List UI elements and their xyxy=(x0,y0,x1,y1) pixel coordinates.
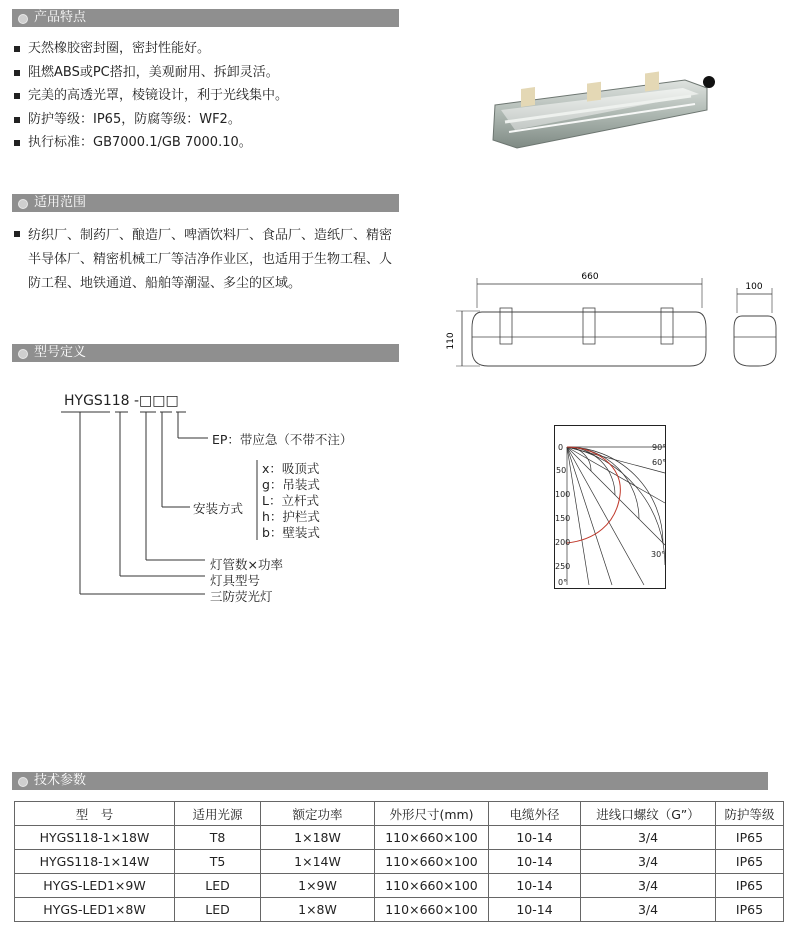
model-code: HYGS118 -□□□ xyxy=(64,393,179,409)
install-option: h：护栏式 xyxy=(262,509,320,524)
scope-paragraph xyxy=(14,224,404,296)
bullet-circle-icon xyxy=(18,14,28,24)
section-title: 技术参数 xyxy=(34,773,87,788)
type-label: 灯具型号 xyxy=(210,573,261,588)
polar-distribution-chart xyxy=(554,425,668,590)
table-cell: 10-14 xyxy=(489,874,581,898)
list-item: 防护等级：IP65，防腐等级：WF2。 xyxy=(14,108,288,132)
table-cell: 110×660×100 xyxy=(375,874,489,898)
list-item: 阻燃ABS或PC搭扣，美观耐用、拆卸灵活。 xyxy=(14,61,288,85)
name-label: 三防荧光灯 xyxy=(210,589,273,604)
table-cell: HYGS118-1×14W xyxy=(15,850,175,874)
table-cell: HYGS-LED1×8W xyxy=(15,898,175,922)
table-cell: 3/4 xyxy=(581,898,716,922)
section-header-tech xyxy=(12,772,768,790)
list-item: 完美的高透光罩，棱镜设计，利于光线集中。 xyxy=(14,84,288,108)
width-label: 100 xyxy=(745,282,763,292)
radial-label: 150 xyxy=(555,514,571,523)
install-list xyxy=(262,461,320,541)
table-cell: IP65 xyxy=(716,826,784,850)
column-header: 型 号 xyxy=(15,802,175,826)
table-row xyxy=(15,826,784,850)
scope-line: 半导体厂、精密机械工厂等洁净作业区，也适用于生物工程、人 xyxy=(28,252,393,267)
angle-label: 30° xyxy=(651,550,666,559)
table-header-row xyxy=(15,802,784,826)
table-row xyxy=(15,898,784,922)
radial-label: 100 xyxy=(555,490,571,499)
table-cell: HYGS-LED1×9W xyxy=(15,874,175,898)
radial-label: 250 xyxy=(555,562,571,571)
install-option: x：吸顶式 xyxy=(262,461,320,476)
spec-table xyxy=(14,801,784,922)
scope-line: 防工程、地铁通道、船舶等潮湿、多尘的区域。 xyxy=(28,276,302,291)
column-header: 外形尺寸(mm) xyxy=(375,802,489,826)
column-header: 额定功率 xyxy=(261,802,375,826)
table-cell: 110×660×100 xyxy=(375,850,489,874)
section-header-features xyxy=(12,9,399,27)
install-option: g：吊装式 xyxy=(262,477,320,492)
table-cell: 1×14W xyxy=(261,850,375,874)
table-cell: IP65 xyxy=(716,850,784,874)
radial-label: 50 xyxy=(556,466,567,475)
angle-label: 90° xyxy=(652,443,667,452)
radial-label: 200 xyxy=(555,538,571,547)
product-photo xyxy=(485,60,720,160)
table-cell: 110×660×100 xyxy=(375,826,489,850)
table-cell: 10-14 xyxy=(489,898,581,922)
table-cell: 110×660×100 xyxy=(375,898,489,922)
column-header: 适用光源 xyxy=(175,802,261,826)
table-cell: 1×8W xyxy=(261,898,375,922)
table-cell: IP65 xyxy=(716,874,784,898)
radial-label: 0 xyxy=(558,443,564,452)
table-cell: HYGS118-1×18W xyxy=(15,826,175,850)
table-cell: 1×9W xyxy=(261,874,375,898)
end-view xyxy=(734,316,776,366)
table-cell: 3/4 xyxy=(581,874,716,898)
table-cell: LED xyxy=(175,898,261,922)
list-item: 执行标准：GB7000.1/GB 7000.10。 xyxy=(14,131,288,155)
table-cell: T8 xyxy=(175,826,261,850)
dimension-drawing xyxy=(440,268,790,383)
side-view xyxy=(472,312,706,366)
section-title: 适用范围 xyxy=(34,195,87,210)
tube-label: 灯管数×功率 xyxy=(210,557,283,572)
table-cell: 10-14 xyxy=(489,850,581,874)
table-cell: 10-14 xyxy=(489,826,581,850)
scope-line: 纺织厂、制药厂、酿造厂、啤酒饮料厂、食品厂、造纸厂、精密 xyxy=(28,228,393,243)
section-header-scope xyxy=(12,194,399,212)
bullet-circle-icon xyxy=(18,199,28,209)
height-label: 110 xyxy=(446,332,456,350)
section-title: 产品特点 xyxy=(34,10,87,25)
install-title: 安装方式 xyxy=(193,501,244,516)
list-item: 天然橡胶密封圈，密封性能好。 xyxy=(14,37,288,61)
table-cell: T5 xyxy=(175,850,261,874)
angle-label: 60° xyxy=(652,458,667,467)
bullet-circle-icon xyxy=(18,349,28,359)
column-header: 电缆外径 xyxy=(489,802,581,826)
install-brace xyxy=(252,458,262,542)
feature-list xyxy=(14,37,288,155)
install-option: b：壁装式 xyxy=(262,525,320,540)
ep-label: EP：带应急（不带不注） xyxy=(212,432,353,447)
column-header: 进线口螺纹（G”） xyxy=(581,802,716,826)
column-header: 防护等级 xyxy=(716,802,784,826)
table-cell: LED xyxy=(175,874,261,898)
bullet-circle-icon xyxy=(18,777,28,787)
section-header-model xyxy=(12,344,399,362)
install-option: L：立杆式 xyxy=(262,493,319,508)
section-title: 型号定义 xyxy=(34,345,87,360)
bullet-square-icon xyxy=(14,231,20,237)
table-row xyxy=(15,850,784,874)
length-label: 660 xyxy=(581,272,599,282)
table-cell: IP65 xyxy=(716,898,784,922)
table-cell: 1×18W xyxy=(261,826,375,850)
table-cell: 3/4 xyxy=(581,850,716,874)
table-cell: 3/4 xyxy=(581,826,716,850)
radial-label: 0° xyxy=(558,578,568,587)
table-row xyxy=(15,874,784,898)
